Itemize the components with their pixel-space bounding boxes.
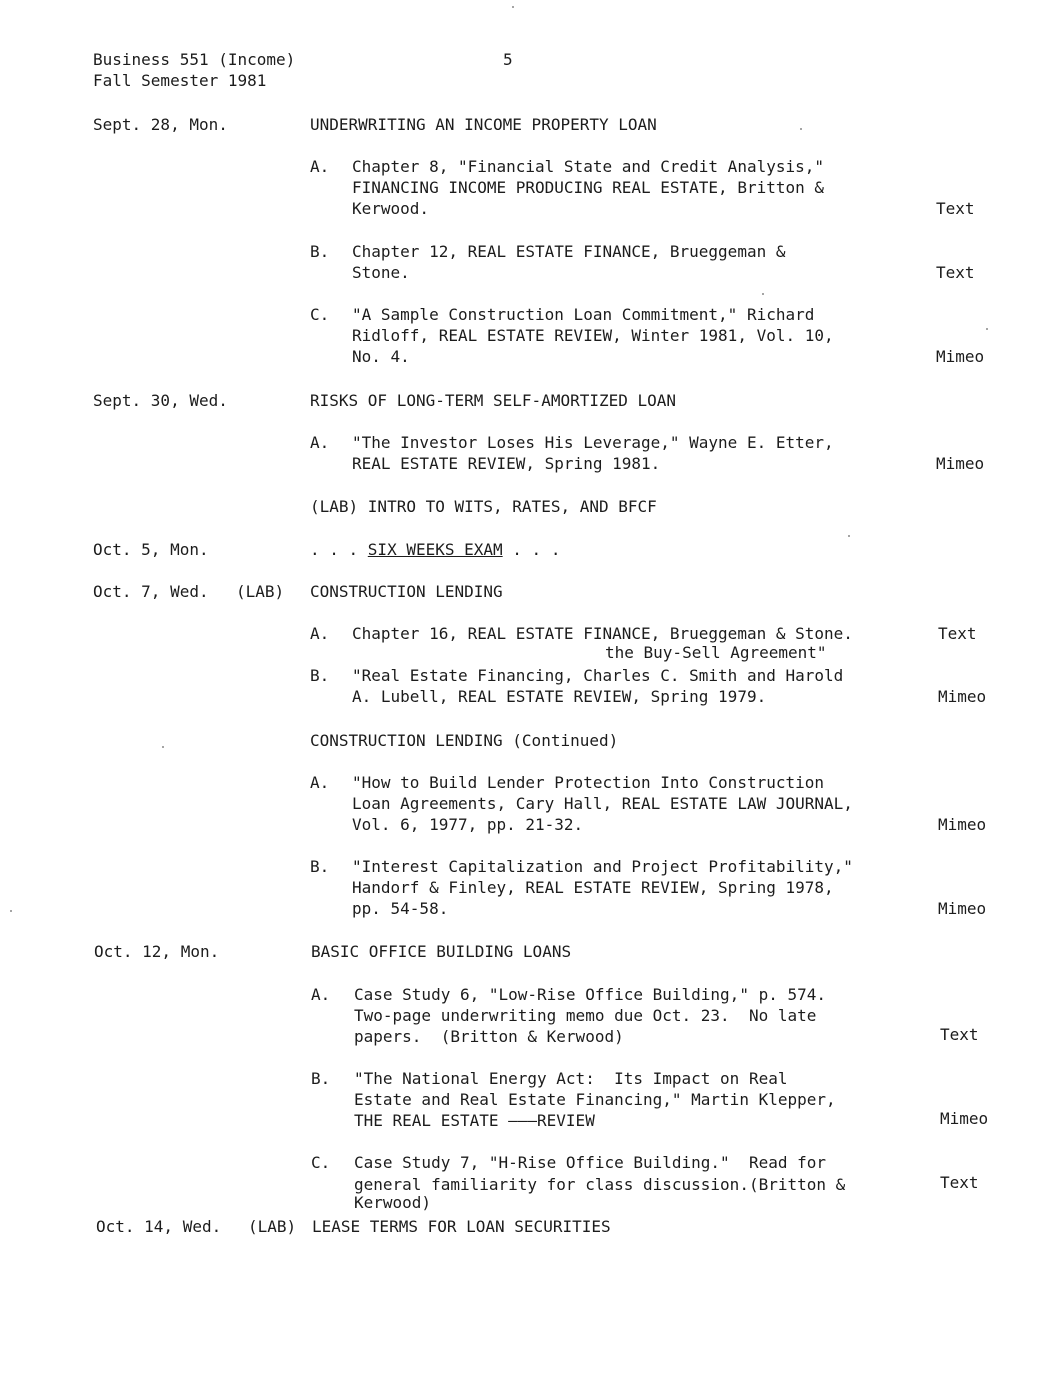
session-date: Sept. 30, Wed. <box>93 391 228 410</box>
item-letter: A. <box>310 773 330 792</box>
session-topic: LEASE TERMS FOR LOAN SECURITIES <box>312 1217 611 1236</box>
exam-suffix: . . . <box>502 540 561 559</box>
item-line: pp. 54-58. <box>352 899 449 918</box>
item-source: Mimeo <box>938 815 987 834</box>
item-letter: C. <box>311 1153 331 1172</box>
lab-tag: (LAB) <box>248 1217 297 1236</box>
item-letter: A. <box>311 985 331 1004</box>
item-line: general familiarity for class discussion.(Britton & <box>354 1175 846 1194</box>
item-line: "Interest Capitalization and Project Profitability," <box>352 857 853 876</box>
item-source: Text <box>938 624 977 643</box>
session-date: Oct. 14, Wed. <box>96 1217 222 1236</box>
item-line: Two-page underwriting memo due Oct. 23. No late <box>354 1006 817 1025</box>
item-line: Chapter 16, REAL ESTATE FINANCE, Brueggeman & Stone. <box>352 624 853 643</box>
item-letter: B. <box>310 666 330 685</box>
item-line: Stone. <box>352 263 410 282</box>
item-line: Chapter 8, "Financial State and Credit Analysis," <box>352 157 825 176</box>
item-source: Mimeo <box>936 454 985 473</box>
item-source: Mimeo <box>938 899 987 918</box>
item-line: Ridloff, REAL ESTATE REVIEW, Winter 1981, Vol. 10, <box>352 326 834 345</box>
item-source: Mimeo <box>940 1109 989 1128</box>
item-line: THE REAL ESTATE ———REVIEW <box>354 1111 595 1130</box>
item-line: No. 4. <box>352 347 410 366</box>
exam-prefix: . . . <box>310 540 368 559</box>
item-source: Text <box>936 199 975 218</box>
scan-speck <box>986 328 988 330</box>
scan-speck <box>848 535 850 537</box>
exam-line <box>310 539 560 560</box>
course-title: Business 551 (Income) <box>93 50 296 69</box>
item-line: "The National Energy Act: Its Impact on Real <box>354 1069 788 1088</box>
item-line: Case Study 7, "H-Rise Office Building." Read for <box>354 1153 827 1172</box>
session-date: Oct. 12, Mon. <box>94 942 220 961</box>
item-line: "The Investor Loses His Leverage," Wayne E. Etter, <box>352 433 834 452</box>
item-source: Text <box>940 1173 979 1192</box>
item-letter: B. <box>310 857 330 876</box>
item-line: Estate and Real Estate Financing," Martin Klepper, <box>354 1090 836 1109</box>
item-source: Mimeo <box>938 687 987 706</box>
page-number: 5 <box>503 50 513 69</box>
session-topic: RISKS OF LONG-TERM SELF-AMORTIZED LOAN <box>310 391 677 410</box>
semester-label: Fall Semester 1981 <box>93 71 267 90</box>
item-line: Loan Agreements, Cary Hall, REAL ESTATE LAW JOURNAL, <box>352 794 853 813</box>
item-line: "Real Estate Financing, Charles C. Smith and Harold <box>352 666 844 685</box>
item-line: Kerwood) <box>354 1193 432 1212</box>
item-letter: B. <box>310 242 330 261</box>
item-letter: A. <box>310 624 330 643</box>
item-letter: A. <box>310 433 330 452</box>
scan-speck <box>162 746 164 748</box>
item-line: Vol. 6, 1977, pp. 21-32. <box>352 815 584 834</box>
exam-title: SIX WEEKS EXAM <box>367 540 503 559</box>
scan-speck <box>10 910 12 912</box>
item-line: Case Study 6, "Low-Rise Office Building," p. 574. <box>354 985 827 1004</box>
item-line: Chapter 12, REAL ESTATE FINANCE, Brueggeman & <box>352 242 786 261</box>
scan-speck <box>762 293 764 295</box>
session-topic: BASIC OFFICE BUILDING LOANS <box>311 942 572 961</box>
session-topic: CONSTRUCTION LENDING <box>310 582 503 601</box>
item-line: Handorf & Finley, REAL ESTATE REVIEW, Spring 1978, <box>352 878 834 897</box>
scan-speck <box>800 128 802 130</box>
scan-speck <box>512 6 514 8</box>
item-line: Kerwood. <box>352 199 430 218</box>
item-source: Text <box>936 263 975 282</box>
lab-tag: (LAB) <box>236 582 285 601</box>
continued-topic: CONSTRUCTION LENDING (Continued) <box>310 731 619 750</box>
session-date: Oct. 7, Wed. <box>93 582 209 601</box>
session-date: Sept. 28, Mon. <box>93 115 228 134</box>
item-line: A. Lubell, REAL ESTATE REVIEW, Spring 1979. <box>352 687 767 706</box>
item-line: papers. (Britton & Kerwood) <box>354 1027 624 1046</box>
item-line: "How to Build Lender Protection Into Construction <box>352 773 825 792</box>
item-line: the Buy-Sell Agreement" <box>605 643 827 662</box>
session-date: Oct. 5, Mon. <box>93 540 209 559</box>
item-line: REAL ESTATE REVIEW, Spring 1981. <box>352 454 661 473</box>
item-line: "A Sample Construction Loan Commitment," Richard <box>352 305 815 324</box>
lab-note: (LAB) INTRO TO WITS, RATES, AND BFCF <box>310 497 657 516</box>
item-line: FINANCING INCOME PRODUCING REAL ESTATE, Britton & <box>352 178 825 197</box>
item-letter: B. <box>311 1069 331 1088</box>
session-topic: UNDERWRITING AN INCOME PROPERTY LOAN <box>310 115 657 134</box>
item-source: Mimeo <box>936 347 985 366</box>
item-letter: A. <box>310 157 330 176</box>
item-letter: C. <box>310 305 330 324</box>
item-source: Text <box>940 1025 979 1044</box>
